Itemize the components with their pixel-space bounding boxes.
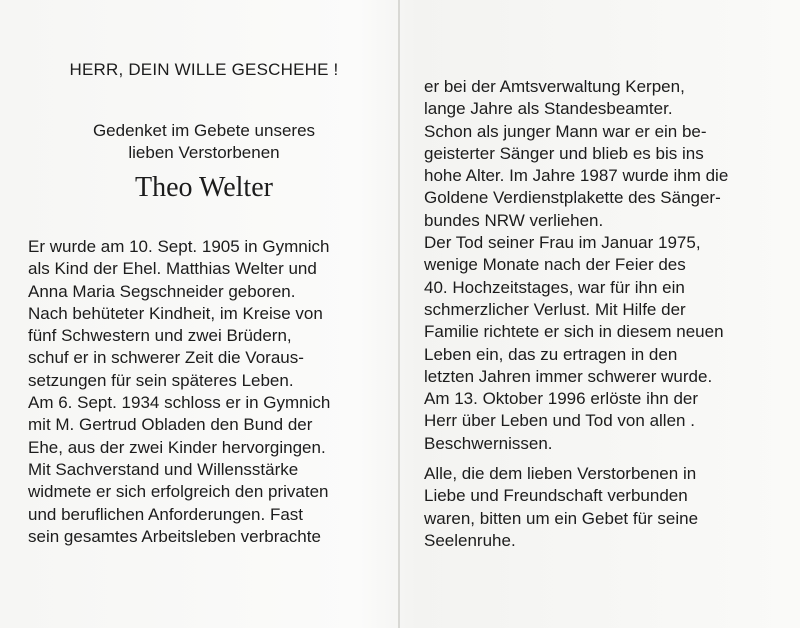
body-line: setzungen für sein späteres Leben. [28, 370, 294, 390]
card-header: HERR, DEIN WILLE GESCHEHE ! [69, 60, 339, 79]
memorial-text [44, 120, 364, 164]
body-line: Schon als junger Mann war er ein be- [424, 121, 707, 141]
closing-line: waren, bitten um ein Gebet für seine [424, 508, 699, 528]
body-line: als Kind der Ehel. Matthias Welter und [28, 259, 317, 279]
card-fold [398, 0, 400, 628]
closing-line: Liebe und Freundschaft verbunden [424, 486, 688, 506]
body-line: letzten Jahren immer schwerer wurde. [424, 366, 713, 386]
body-line: mit M. Gertrud Obladen den Bund der [28, 415, 313, 435]
body-line: wenige Monate nach der Feier des [424, 255, 686, 275]
body-line: widmete er sich erfolgreich den privaten [28, 482, 329, 502]
deceased-name: Theo Welter [135, 172, 273, 203]
body-line: Der Tod seiner Frau im Januar 1975, [424, 233, 701, 253]
body-line: Am 13. Oktober 1996 erlöste ihn der [424, 389, 699, 409]
body-line: Familie richtete er sich in diesem neuen [424, 322, 724, 342]
body-line: lange Jahre als Standesbeamter. [424, 99, 673, 119]
body-line: Herr über Leben und Tod von allen . [424, 411, 695, 431]
closing-line: Alle, die dem lieben Verstorbenen in [424, 464, 697, 484]
body-line: Mit Sachverstand und Willensstärke [28, 459, 299, 479]
body-line: bundes NRW verliehen. [424, 210, 604, 230]
body-line: Er wurde am 10. Sept. 1905 in Gymnich [28, 237, 330, 256]
body-line: schuf er in schwerer Zeit die Voraus- [28, 348, 304, 368]
body-line: sein gesamtes Arbeitsleben verbrachte [28, 526, 321, 546]
body-line: schmerzlicher Verlust. Mit Hilfe der [424, 299, 686, 319]
left-body [28, 236, 330, 548]
memorial-line: lieben Verstorbenen [128, 143, 280, 162]
body-line: geisterter Sänger und blieb es bis ins [424, 143, 704, 163]
body-line: und beruflichen Anforderungen. Fast [28, 504, 304, 524]
memorial-line: Gedenket im Gebete unseres [92, 121, 316, 140]
body-line: Goldene Verdienstplakette des Sänger- [424, 188, 721, 208]
body-line: Anna Maria Segschneider geboren. [28, 281, 296, 301]
body-line: Am 6. Sept. 1934 schloss er in Gymnich [28, 393, 331, 413]
body-line: Leben ein, das zu ertragen in den [424, 344, 678, 364]
paragraph-gap [424, 455, 728, 463]
closing-line: Seelenruhe. [424, 530, 516, 550]
body-line: hohe Alter. Im Jahre 1987 wurde ihm die [424, 166, 729, 186]
right-body [424, 76, 728, 552]
body-line: Nach behüteter Kindheit, im Kreise von [28, 303, 323, 323]
body-line: 40. Hochzeitstages, war für ihn ein [424, 277, 685, 297]
body-line: Beschwernissen. [424, 433, 553, 453]
body-line: Ehe, aus der zwei Kinder hervorgingen. [28, 437, 326, 457]
body-line: er bei der Amtsverwaltung Kerpen, [424, 77, 685, 96]
body-line: fünf Schwestern und zwei Brüdern, [28, 326, 292, 346]
